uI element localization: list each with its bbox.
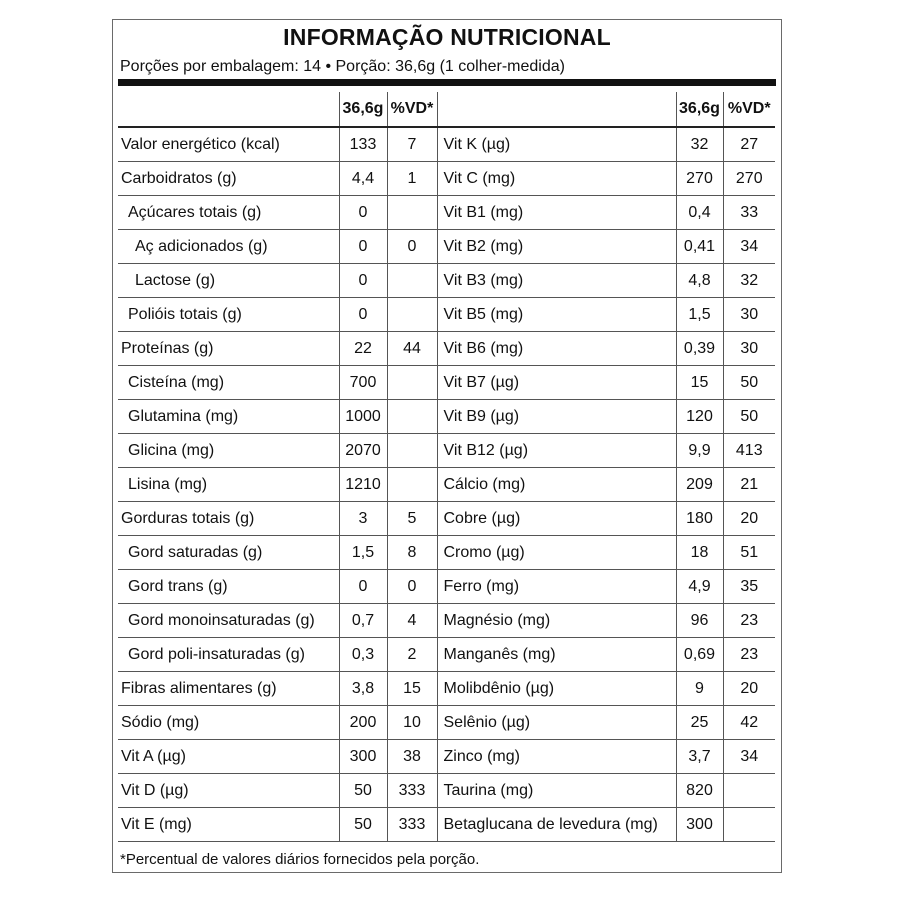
nutrient-dv: 10: [387, 706, 437, 740]
header-dv-left: %VD*: [387, 92, 437, 127]
nutrient-name: Vit B7 (µg): [437, 366, 676, 400]
nutrient-amount: 4,4: [339, 162, 387, 196]
nutrient-amount: 270: [676, 162, 723, 196]
nutrient-dv: 34: [723, 740, 775, 774]
table-row: [118, 434, 775, 468]
table-row: [118, 400, 775, 434]
nutrient-amount: 0,4: [676, 196, 723, 230]
nutrient-amount: 820: [676, 774, 723, 808]
nutrient-name: Gord poli-insaturadas (g): [118, 638, 339, 672]
nutrient-amount: 0: [339, 196, 387, 230]
nutrient-name: Cálcio (mg): [437, 468, 676, 502]
nutrient-name: Vit B3 (mg): [437, 264, 676, 298]
nutrient-name: Fibras alimentares (g): [118, 672, 339, 706]
header-amount-right: 36,6g: [676, 92, 723, 127]
nutrient-amount: 2070: [339, 434, 387, 468]
nutrient-name: Vit B5 (mg): [437, 298, 676, 332]
nutrient-dv: 2: [387, 638, 437, 672]
footnote: *Percentual de valores diários fornecidos pela porção.: [120, 851, 480, 868]
nutrient-dv: 30: [723, 298, 775, 332]
nutrient-name: Magnésio (mg): [437, 604, 676, 638]
nutrient-name: Lactose (g): [118, 264, 339, 298]
nutrient-name: Betaglucana de levedura (mg): [437, 808, 676, 842]
nutrient-name: Vit A (µg): [118, 740, 339, 774]
nutrient-name: Vit B6 (mg): [437, 332, 676, 366]
nutrient-amount: 32: [676, 127, 723, 162]
nutrient-name: Vit B2 (mg): [437, 230, 676, 264]
nutrient-name: Ferro (mg): [437, 570, 676, 604]
nutrient-name: Aç adicionados (g): [118, 230, 339, 264]
nutrient-amount: 0: [339, 570, 387, 604]
nutrient-name: Gord trans (g): [118, 570, 339, 604]
table-row: [118, 468, 775, 502]
nutrient-name: Gorduras totais (g): [118, 502, 339, 536]
nutrient-amount: 0: [339, 298, 387, 332]
nutrient-name: Açúcares totais (g): [118, 196, 339, 230]
nutrition-facts-label: [112, 19, 782, 873]
nutrient-name: Taurina (mg): [437, 774, 676, 808]
nutrient-amount: 700: [339, 366, 387, 400]
nutrient-name: Polióis totais (g): [118, 298, 339, 332]
nutrient-amount: 22: [339, 332, 387, 366]
nutrient-name: Gord monoinsaturadas (g): [118, 604, 339, 638]
nutrient-amount: 0: [339, 264, 387, 298]
serving-info: Porções por embalagem: 14 • Porção: 36,6g (1 colher-medida): [120, 58, 565, 75]
nutrient-name: Cobre (µg): [437, 502, 676, 536]
nutrient-amount: 0: [339, 230, 387, 264]
nutrient-dv: 32: [723, 264, 775, 298]
header-blank-right: [437, 92, 676, 127]
nutrient-amount: 9: [676, 672, 723, 706]
table-row: [118, 638, 775, 672]
nutrient-amount: 1000: [339, 400, 387, 434]
nutrient-dv: 413: [723, 434, 775, 468]
nutrient-dv: [387, 298, 437, 332]
nutrient-amount: 0,3: [339, 638, 387, 672]
table-row: [118, 196, 775, 230]
nutrient-dv: 15: [387, 672, 437, 706]
nutrient-name: Vit B12 (µg): [437, 434, 676, 468]
nutrient-dv: 30: [723, 332, 775, 366]
nutrient-name: Lisina (mg): [118, 468, 339, 502]
nutrient-amount: 3,7: [676, 740, 723, 774]
nutrient-name: Vit B1 (mg): [437, 196, 676, 230]
table-header-row: [118, 92, 775, 127]
nutrient-dv: [723, 808, 775, 842]
nutrient-dv: 4: [387, 604, 437, 638]
nutrient-dv: 20: [723, 672, 775, 706]
nutrient-dv: 7: [387, 127, 437, 162]
nutrient-dv: 42: [723, 706, 775, 740]
nutrient-dv: 38: [387, 740, 437, 774]
nutrient-dv: 333: [387, 808, 437, 842]
nutrient-dv: 20: [723, 502, 775, 536]
nutrient-amount: 4,8: [676, 264, 723, 298]
table-row: [118, 604, 775, 638]
table-row: [118, 672, 775, 706]
nutrient-amount: 180: [676, 502, 723, 536]
nutrient-dv: [387, 196, 437, 230]
nutrient-name: Sódio (mg): [118, 706, 339, 740]
nutrient-amount: 18: [676, 536, 723, 570]
nutrient-name: Vit E (mg): [118, 808, 339, 842]
table-row: [118, 808, 775, 842]
nutrient-amount: 0,69: [676, 638, 723, 672]
nutrient-dv: 23: [723, 638, 775, 672]
nutrient-dv: [387, 366, 437, 400]
nutrient-amount: 4,9: [676, 570, 723, 604]
table-row: [118, 127, 775, 162]
nutrient-dv: 50: [723, 366, 775, 400]
nutrient-dv: [387, 468, 437, 502]
table-row: [118, 740, 775, 774]
nutrient-name: Vit D (µg): [118, 774, 339, 808]
nutrient-amount: 0,39: [676, 332, 723, 366]
table-row: [118, 162, 775, 196]
nutrient-name: Molibdênio (µg): [437, 672, 676, 706]
nutrient-dv: 51: [723, 536, 775, 570]
table-row: [118, 570, 775, 604]
nutrient-dv: 5: [387, 502, 437, 536]
nutrient-name: Vit K (µg): [437, 127, 676, 162]
nutrient-dv: 27: [723, 127, 775, 162]
nutrient-amount: 1,5: [676, 298, 723, 332]
nutrient-amount: 25: [676, 706, 723, 740]
table-row: [118, 230, 775, 264]
nutrient-dv: 50: [723, 400, 775, 434]
table-row: [118, 264, 775, 298]
table-row: [118, 536, 775, 570]
nutrient-dv: 21: [723, 468, 775, 502]
nutrient-name: Vit B9 (µg): [437, 400, 676, 434]
nutrient-name: Valor energético (kcal): [118, 127, 339, 162]
table-row: [118, 774, 775, 808]
nutrient-amount: 0,7: [339, 604, 387, 638]
nutrient-name: Cromo (µg): [437, 536, 676, 570]
nutrient-amount: 200: [339, 706, 387, 740]
table-row: [118, 706, 775, 740]
nutrient-name: Proteínas (g): [118, 332, 339, 366]
nutrient-dv: 270: [723, 162, 775, 196]
nutrient-name: Carboidratos (g): [118, 162, 339, 196]
nutrient-amount: 133: [339, 127, 387, 162]
nutrient-name: Vit C (mg): [437, 162, 676, 196]
nutrient-amount: 15: [676, 366, 723, 400]
nutrient-amount: 50: [339, 774, 387, 808]
table-row: [118, 366, 775, 400]
nutrient-amount: 0,41: [676, 230, 723, 264]
nutrient-amount: 300: [339, 740, 387, 774]
header-dv-right: %VD*: [723, 92, 775, 127]
nutrient-name: Cisteína (mg): [118, 366, 339, 400]
nutrient-amount: 1210: [339, 468, 387, 502]
label-title: INFORMAÇÃO NUTRICIONAL: [283, 24, 611, 50]
nutrient-amount: 3,8: [339, 672, 387, 706]
header-divider: [118, 79, 776, 86]
nutrient-dv: [387, 400, 437, 434]
nutrient-amount: 96: [676, 604, 723, 638]
nutrient-name: Glicina (mg): [118, 434, 339, 468]
nutrient-name: Gord saturadas (g): [118, 536, 339, 570]
nutrient-dv: 44: [387, 332, 437, 366]
nutrient-dv: 0: [387, 570, 437, 604]
nutrient-amount: 300: [676, 808, 723, 842]
nutrient-amount: 120: [676, 400, 723, 434]
nutrient-name: Selênio (µg): [437, 706, 676, 740]
nutrient-dv: [387, 264, 437, 298]
table-row: [118, 332, 775, 366]
table-row: [118, 298, 775, 332]
table-row: [118, 502, 775, 536]
nutrient-dv: [387, 434, 437, 468]
nutrient-name: Manganês (mg): [437, 638, 676, 672]
nutrient-amount: 3: [339, 502, 387, 536]
nutrient-dv: 8: [387, 536, 437, 570]
nutrient-name: Glutamina (mg): [118, 400, 339, 434]
nutrient-dv: 33: [723, 196, 775, 230]
nutrient-dv: 34: [723, 230, 775, 264]
nutrient-amount: 9,9: [676, 434, 723, 468]
nutrient-dv: [723, 774, 775, 808]
nutrient-name: Zinco (mg): [437, 740, 676, 774]
header-blank-left: [118, 92, 339, 127]
nutrient-dv: 35: [723, 570, 775, 604]
nutrient-dv: 333: [387, 774, 437, 808]
nutrient-amount: 209: [676, 468, 723, 502]
nutrient-dv: 1: [387, 162, 437, 196]
header-amount-left: 36,6g: [339, 92, 387, 127]
nutrition-table: [118, 92, 775, 842]
nutrient-dv: 0: [387, 230, 437, 264]
nutrient-amount: 1,5: [339, 536, 387, 570]
nutrient-dv: 23: [723, 604, 775, 638]
nutrient-amount: 50: [339, 808, 387, 842]
